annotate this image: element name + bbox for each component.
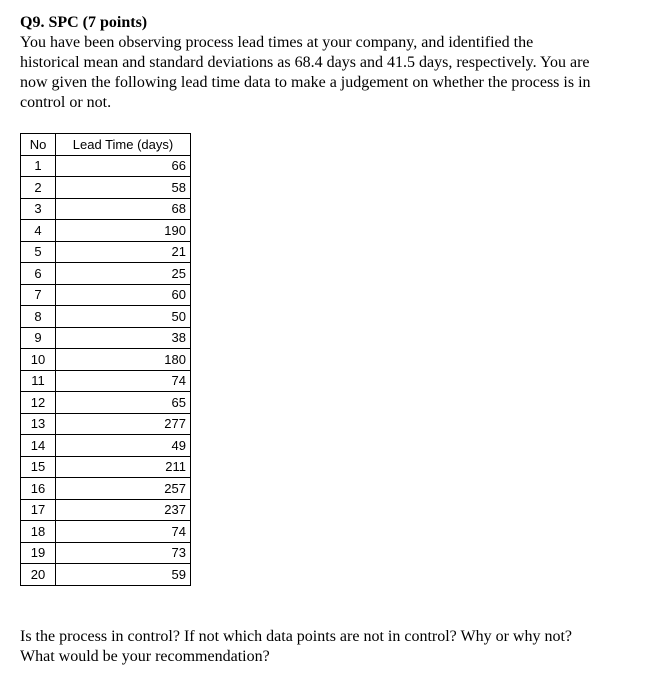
table-row bbox=[21, 327, 191, 349]
row-number: 19 bbox=[21, 542, 56, 564]
question-intro bbox=[20, 33, 645, 113]
row-number: 7 bbox=[21, 284, 56, 306]
row-number: 10 bbox=[21, 349, 56, 371]
lead-time-value: 25 bbox=[56, 263, 191, 285]
row-number: 8 bbox=[21, 306, 56, 328]
row-number: 13 bbox=[21, 413, 56, 435]
table-row bbox=[21, 263, 191, 285]
lead-time-value: 190 bbox=[56, 220, 191, 242]
lead-time-value: 50 bbox=[56, 306, 191, 328]
row-number: 12 bbox=[21, 392, 56, 414]
question-line: Is the process in control? If not which data points are not in control? Why or why not? bbox=[20, 628, 573, 645]
row-number: 17 bbox=[21, 499, 56, 521]
lead-time-table bbox=[20, 133, 191, 586]
table-row bbox=[21, 220, 191, 242]
table-header-row bbox=[21, 134, 191, 156]
question-line: What would be your recommendation? bbox=[20, 648, 270, 665]
table-row bbox=[21, 435, 191, 457]
table-row bbox=[21, 241, 191, 263]
row-number: 2 bbox=[21, 177, 56, 199]
lead-time-value: 38 bbox=[56, 327, 191, 349]
table-row bbox=[21, 177, 191, 199]
table-row bbox=[21, 349, 191, 371]
table-row bbox=[21, 198, 191, 220]
lead-time-value: 68 bbox=[56, 198, 191, 220]
lead-time-value: 66 bbox=[56, 155, 191, 177]
table-row bbox=[21, 306, 191, 328]
question-prompt bbox=[20, 627, 645, 667]
row-number: 11 bbox=[21, 370, 56, 392]
row-number: 9 bbox=[21, 327, 56, 349]
lead-time-value: 58 bbox=[56, 177, 191, 199]
row-number: 3 bbox=[21, 198, 56, 220]
lead-time-value: 180 bbox=[56, 349, 191, 371]
lead-time-value: 59 bbox=[56, 564, 191, 586]
lead-time-value: 73 bbox=[56, 542, 191, 564]
lead-time-value: 257 bbox=[56, 478, 191, 500]
lead-time-value: 211 bbox=[56, 456, 191, 478]
intro-line: You have been observing process lead times at your company, and identified the bbox=[20, 34, 534, 51]
row-number: 14 bbox=[21, 435, 56, 457]
lead-time-value: 65 bbox=[56, 392, 191, 414]
table-row bbox=[21, 413, 191, 435]
lead-time-value: 277 bbox=[56, 413, 191, 435]
intro-line: now given the following lead time data to make a judgement on whether the process is in bbox=[20, 74, 591, 91]
row-number: 16 bbox=[21, 478, 56, 500]
table-row bbox=[21, 499, 191, 521]
table-row bbox=[21, 478, 191, 500]
header-lead-time: Lead Time (days) bbox=[56, 134, 191, 156]
lead-time-value: 21 bbox=[56, 241, 191, 263]
table-row bbox=[21, 456, 191, 478]
row-number: 15 bbox=[21, 456, 56, 478]
table-row bbox=[21, 564, 191, 586]
row-number: 20 bbox=[21, 564, 56, 586]
row-number: 6 bbox=[21, 263, 56, 285]
lead-time-value: 60 bbox=[56, 284, 191, 306]
lead-time-value: 74 bbox=[56, 370, 191, 392]
table-row bbox=[21, 370, 191, 392]
row-number: 5 bbox=[21, 241, 56, 263]
row-number: 18 bbox=[21, 521, 56, 543]
lead-time-value: 49 bbox=[56, 435, 191, 457]
row-number: 1 bbox=[21, 155, 56, 177]
table-row bbox=[21, 155, 191, 177]
lead-time-value: 237 bbox=[56, 499, 191, 521]
intro-line: historical mean and standard deviations as 68.4 days and 41.5 days, respectively. You are bbox=[20, 54, 590, 71]
table-row bbox=[21, 521, 191, 543]
question-title: Q9. SPC (7 points) bbox=[20, 14, 148, 31]
table-row bbox=[21, 392, 191, 414]
header-no: No bbox=[21, 134, 56, 156]
table-row bbox=[21, 542, 191, 564]
row-number: 4 bbox=[21, 220, 56, 242]
intro-line: control or not. bbox=[20, 94, 112, 111]
table-row bbox=[21, 284, 191, 306]
lead-time-value: 74 bbox=[56, 521, 191, 543]
